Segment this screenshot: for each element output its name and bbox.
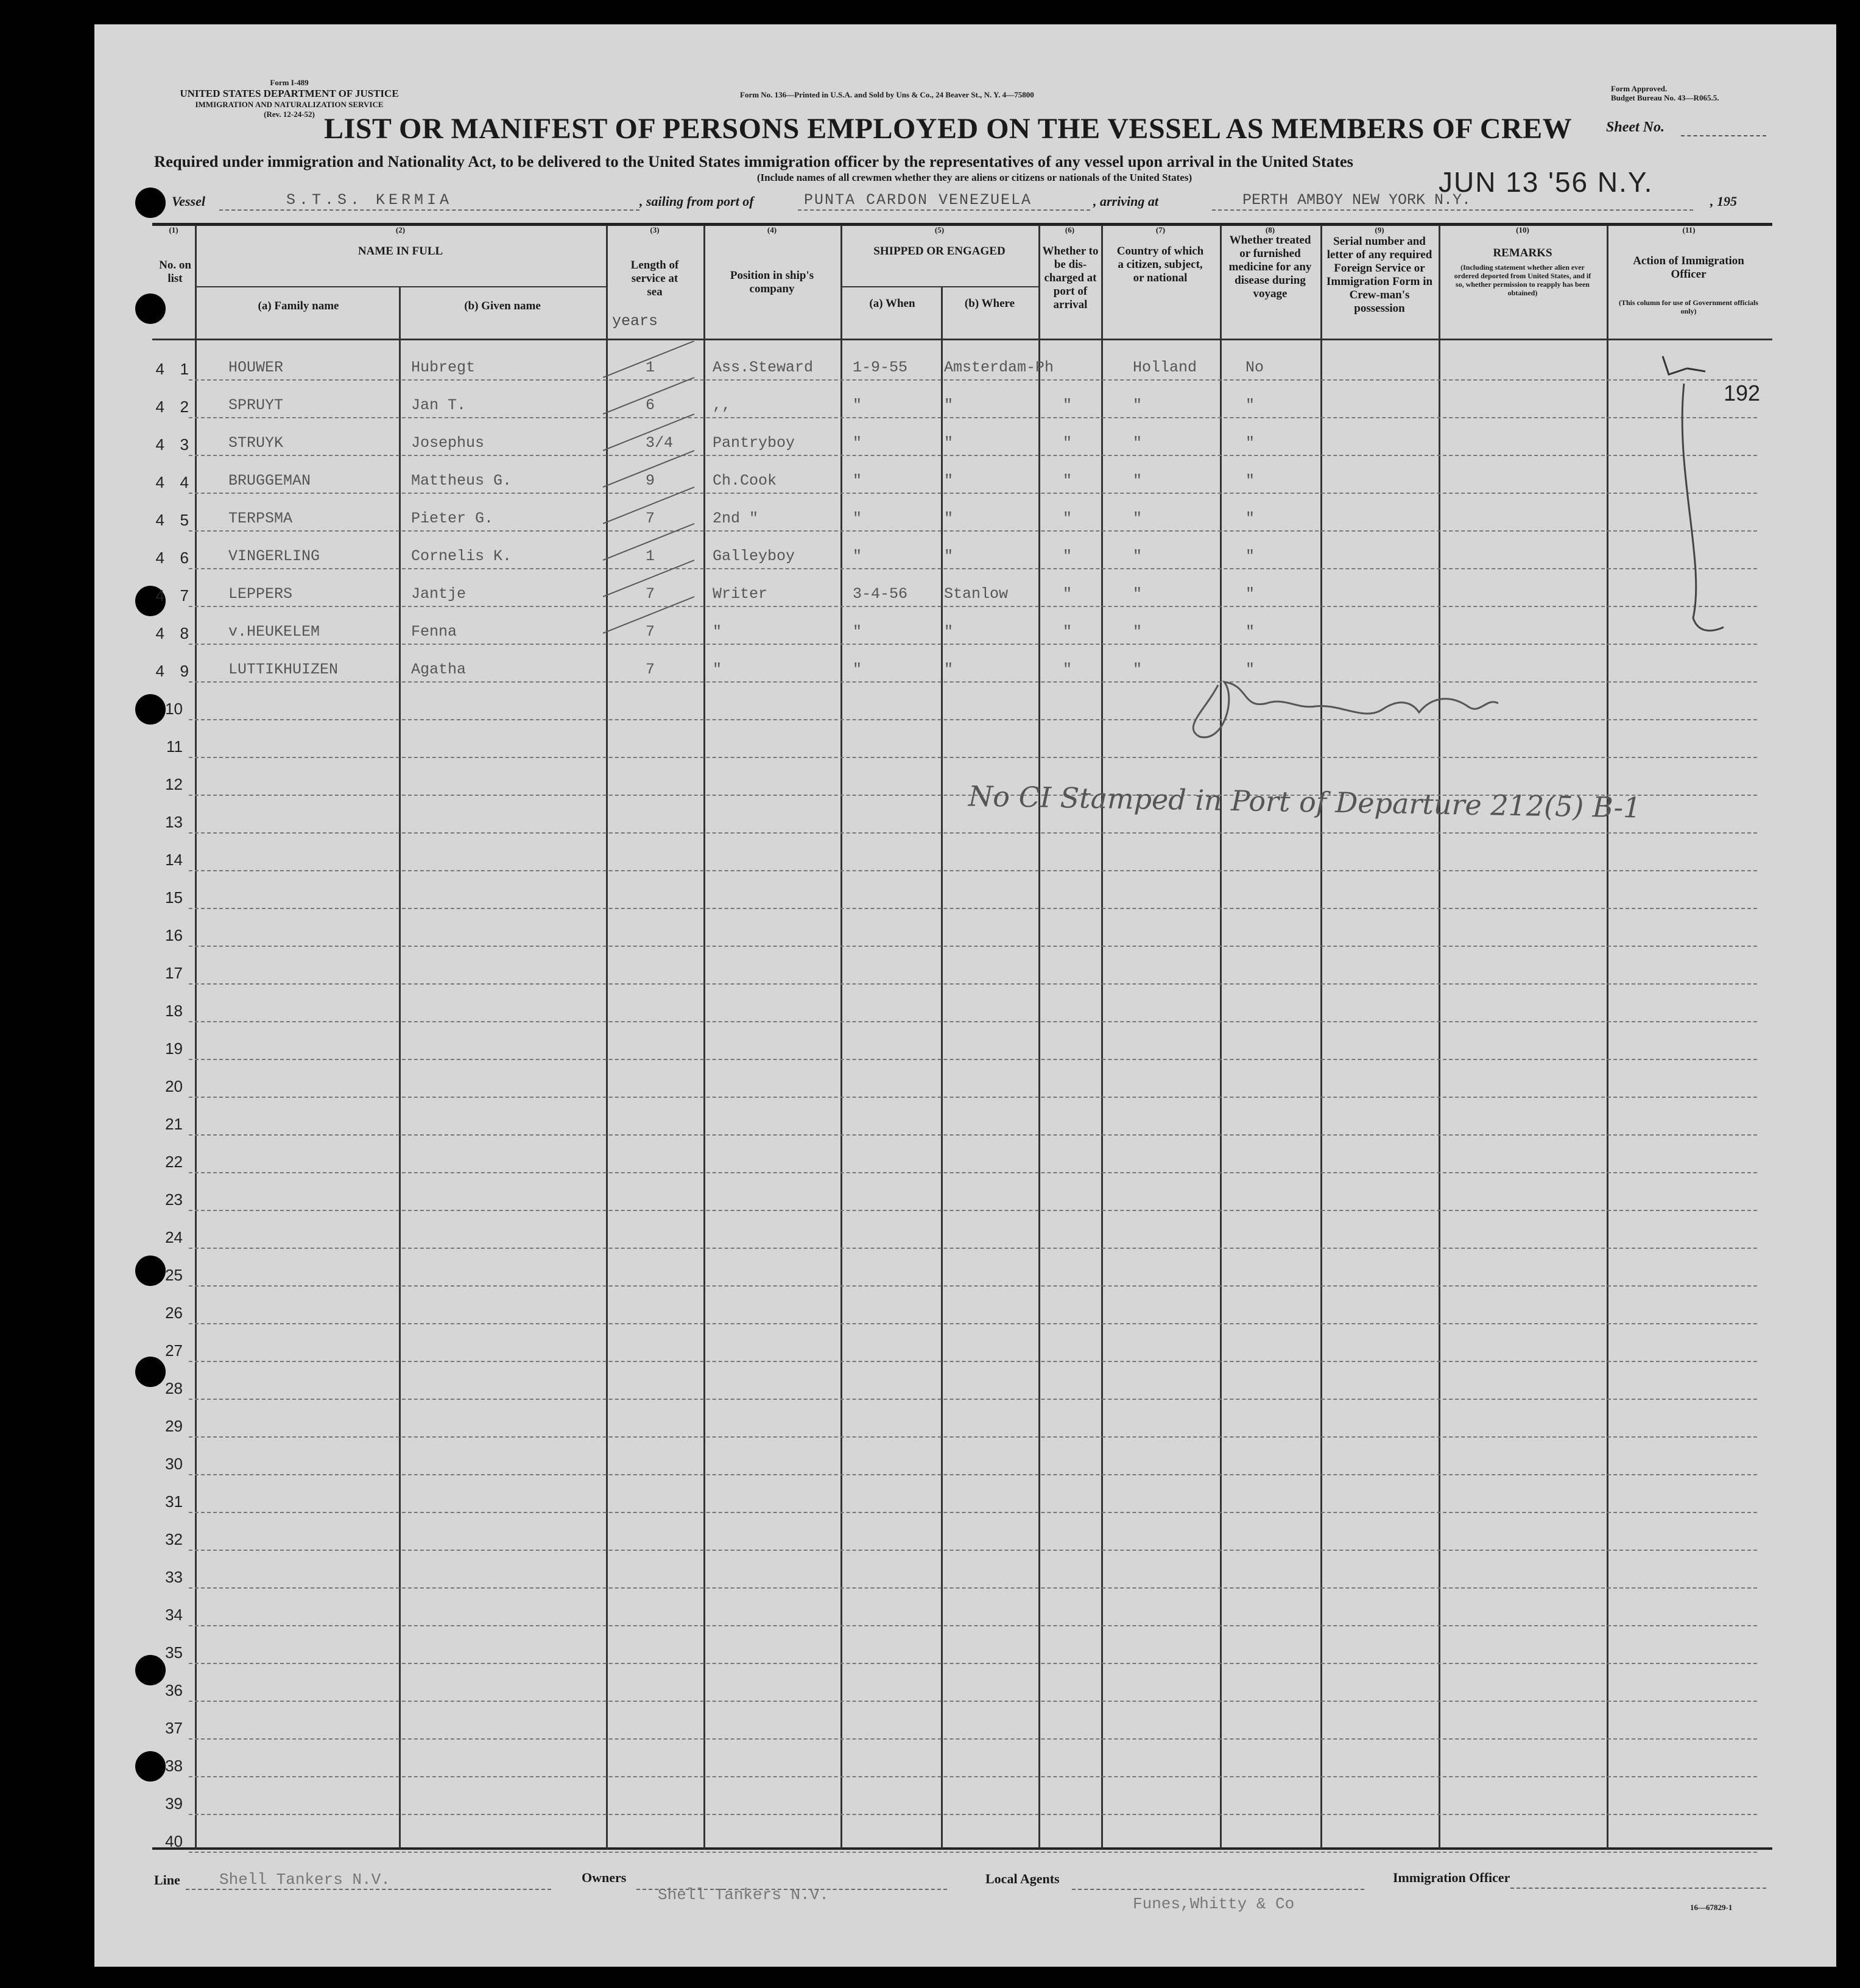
department-name: UNITED STATES DEPARTMENT OF JUSTICE	[180, 88, 399, 99]
cell-family: LEPPERS	[228, 585, 293, 603]
row-number: 13	[165, 813, 183, 831]
cell-when: "	[853, 661, 862, 678]
officer-label: Immigration Officer	[1393, 1870, 1510, 1885]
table-row-line	[189, 1172, 1757, 1173]
manifest-sheet	[94, 24, 1836, 1967]
row-number: 23	[165, 1190, 183, 1209]
col-header-country: Country of which a citizen, subject, or national	[1116, 245, 1204, 284]
cell-given: Jantje	[411, 585, 467, 603]
cell-where: "	[944, 510, 954, 527]
row-number: 31	[165, 1492, 183, 1511]
cell-family: BRUGGEMAN	[228, 472, 311, 490]
cell-family: VINGERLING	[228, 547, 320, 565]
form-code: 16—67829-1	[1690, 1903, 1733, 1912]
row-number: 16	[165, 926, 183, 944]
vessel-label: Vessel	[172, 194, 205, 209]
table-row-line	[189, 870, 1757, 871]
cell-country: "	[1133, 585, 1143, 603]
cell-medicine: "	[1245, 472, 1255, 490]
cell-given: Hubregt	[411, 359, 476, 376]
revision-label: (Rev. 12-24-52)	[264, 110, 315, 119]
cell-discharged: "	[1063, 510, 1073, 527]
agents-value: Funes,Whitty & Co	[1133, 1895, 1295, 1913]
table-row-line	[189, 832, 1757, 834]
table-row-line	[189, 1852, 1757, 1853]
cell-when: "	[853, 623, 862, 641]
cell-given: Mattheus G.	[411, 472, 512, 490]
col-header-serial: Serial number and letter of any required Foreign Service or Immigration Form in Crew-man's possession	[1326, 235, 1433, 315]
printer-label: Form No. 136—Printed in U.S.A. and Sold by Uns & Co., 24 Beaver St., N. Y. 4—75800	[740, 90, 1034, 99]
cell-medicine: No	[1245, 359, 1264, 376]
table-row-line	[189, 530, 1757, 532]
row-number: 8	[180, 624, 189, 642]
row-number: 1	[180, 360, 189, 378]
cell-years: 7	[646, 585, 655, 603]
table-row-line	[189, 455, 1757, 456]
table-row-line	[189, 1210, 1757, 1211]
row-number: 35	[165, 1643, 183, 1662]
cell-given: Pieter G.	[411, 510, 494, 527]
cell-position: Pantryboy	[713, 434, 795, 452]
row-number: 33	[165, 1568, 183, 1586]
cell-years: 7	[646, 661, 655, 678]
row-number: 11	[166, 737, 183, 756]
table-row-line	[189, 757, 1757, 758]
row-number: 9	[180, 662, 189, 680]
action-note: (This column for use of Government officials only)	[1618, 298, 1759, 315]
col-header-where: (b) Where	[964, 297, 1015, 310]
table-row-line	[189, 1701, 1757, 1702]
col-header-number: No. on list	[159, 259, 191, 285]
row-number: 27	[165, 1341, 183, 1360]
table-row-line	[189, 606, 1757, 607]
table-row-line	[189, 1776, 1757, 1777]
owners-label: Owners	[582, 1870, 627, 1885]
col-header-shipped: SHIPPED OR ENGAGED	[873, 245, 1006, 258]
cell-given: Agatha	[411, 661, 467, 678]
table-row-line	[189, 1474, 1757, 1475]
cell-country: "	[1133, 661, 1143, 678]
cell-years: 7	[646, 623, 655, 641]
cell-when: "	[853, 472, 862, 490]
table-row-line	[189, 417, 1757, 418]
row-number: 22	[165, 1153, 183, 1171]
cell-when: 1-9-55	[853, 359, 908, 376]
cell-years: 7	[646, 510, 655, 527]
row-number: 7	[180, 586, 189, 605]
cell-position: 2nd "	[713, 510, 759, 527]
row-number: 40	[165, 1832, 183, 1850]
cell-where: "	[944, 623, 954, 641]
table-row-line	[189, 983, 1757, 985]
col-header-given: (b) Given name	[464, 300, 541, 312]
row-prefix: 4	[155, 511, 164, 529]
row-number: 39	[165, 1794, 183, 1813]
row-number: 12	[165, 775, 183, 793]
line-label: Line	[154, 1872, 180, 1888]
cell-country: Holland	[1133, 359, 1197, 376]
cell-when: "	[853, 547, 862, 565]
cell-position: Ch.Cook	[713, 472, 777, 490]
years-unit: years	[612, 312, 658, 330]
table-row-line	[189, 568, 1757, 569]
col-header-when: (a) When	[869, 297, 915, 310]
punch-hole	[135, 188, 166, 218]
table-row-line	[189, 1021, 1757, 1022]
col-header-service: Length of service at sea	[630, 259, 679, 298]
agents-label: Local Agents	[985, 1871, 1060, 1886]
row-number: 25	[165, 1266, 183, 1284]
cell-position: ,,	[713, 396, 731, 414]
row-prefix: 4	[155, 435, 164, 454]
cell-given: Jan T.	[411, 396, 467, 414]
table-row-line	[189, 493, 1757, 494]
cell-where: "	[944, 547, 954, 565]
approval-label: Form Approved.	[1611, 84, 1668, 93]
col-header-family: (a) Family name	[258, 300, 339, 312]
cell-when: "	[853, 434, 862, 452]
cell-position: Ass.Steward	[713, 359, 814, 376]
col-header-action: Action of Immigration Officer	[1633, 255, 1744, 281]
cell-years: 1	[646, 359, 655, 376]
year-label: , 195	[1710, 194, 1737, 209]
row-number: 17	[165, 964, 183, 982]
table-row-line	[189, 1097, 1757, 1098]
row-number: 28	[165, 1379, 183, 1397]
cell-position: "	[713, 623, 722, 641]
table-row-line	[189, 379, 1757, 381]
cell-position: Galleyboy	[713, 547, 795, 565]
cell-family: TERPSMA	[228, 510, 293, 527]
table-row-line	[189, 1814, 1757, 1815]
sheet-label: Sheet No.	[1606, 119, 1664, 135]
table-row-line	[189, 1550, 1757, 1551]
cell-country: "	[1133, 623, 1143, 641]
cell-when: "	[853, 510, 862, 527]
table-row-line	[189, 1134, 1757, 1136]
cell-years: 1	[646, 547, 655, 565]
cell-given: Josephus	[411, 434, 485, 452]
row-number: 10	[165, 700, 183, 718]
row-number: 32	[165, 1530, 183, 1548]
owners-value: Shell Tankers N.V.	[658, 1886, 829, 1904]
cell-medicine: "	[1245, 547, 1255, 565]
sheet-count: 192	[1724, 381, 1761, 406]
cell-discharged: "	[1063, 472, 1073, 490]
cell-medicine: "	[1245, 510, 1255, 527]
table-row-line	[189, 644, 1757, 645]
table-row-line	[189, 1399, 1757, 1400]
row-number: 20	[165, 1077, 183, 1095]
service-name: IMMIGRATION AND NATURALIZATION SERVICE	[195, 100, 384, 109]
cell-discharged: "	[1063, 623, 1073, 641]
sailing-port: PUNTA CARDON VENEZUELA	[804, 191, 1032, 209]
table-row-line	[189, 946, 1757, 947]
cell-country: "	[1133, 510, 1143, 527]
cell-where: "	[944, 396, 954, 414]
cell-discharged: "	[1063, 547, 1073, 565]
sailing-label: , sailing from port of	[639, 194, 754, 209]
cell-medicine: "	[1245, 661, 1255, 678]
strike-marks	[603, 341, 725, 682]
row-prefix: 4	[155, 473, 164, 491]
cell-where: "	[944, 472, 954, 490]
line-value: Shell Tankers N.V.	[219, 1870, 390, 1889]
row-number: 4	[180, 473, 189, 491]
row-number: 37	[165, 1719, 183, 1737]
table-row-line	[189, 1059, 1757, 1060]
table-row-line	[189, 1436, 1757, 1438]
row-number: 19	[165, 1039, 183, 1058]
row-prefix: 4	[155, 586, 164, 605]
cell-family: HOUWER	[228, 359, 284, 376]
row-prefix: 4	[155, 360, 164, 378]
cell-discharged: "	[1063, 396, 1073, 414]
table-row-line	[189, 1587, 1757, 1589]
row-number: 38	[165, 1757, 183, 1775]
cell-country: "	[1133, 472, 1143, 490]
officer-signature	[1182, 661, 1547, 752]
row-number: 26	[165, 1304, 183, 1322]
row-number: 30	[165, 1455, 183, 1473]
row-number: 6	[180, 549, 189, 567]
cell-when: 3-4-56	[853, 585, 908, 603]
row-number: 24	[165, 1228, 183, 1246]
cell-position: "	[713, 661, 722, 678]
row-number: 21	[165, 1115, 183, 1133]
cell-medicine: "	[1245, 396, 1255, 414]
row-number: 15	[165, 888, 183, 907]
remarks-note: (Including statement whether alien ever ordered deported from United States, and if so, whether permission to reapply has been obtained)	[1454, 263, 1591, 297]
table-row-line	[189, 1285, 1757, 1287]
cell-position: Writer	[713, 585, 768, 603]
arriving-label: , arriving at	[1093, 194, 1158, 209]
col-header-discharged: Whether to be dis-charged at port of arrival	[1042, 245, 1099, 311]
cell-family: SPRUYT	[228, 396, 284, 414]
table-row-line	[189, 1625, 1757, 1626]
cell-medicine: "	[1245, 585, 1255, 603]
row-number: 29	[165, 1417, 183, 1435]
check-mark-bracket	[1632, 350, 1730, 655]
cell-country: "	[1133, 396, 1143, 414]
vessel-name: S.T.S. KERMIA	[286, 191, 453, 209]
table-row-line	[189, 1248, 1757, 1249]
row-number: 14	[165, 851, 183, 869]
row-number: 5	[180, 511, 189, 529]
cell-where: "	[944, 434, 954, 452]
budget-label: Budget Bureau No. 43—R065.5.	[1611, 93, 1719, 102]
cell-discharged: "	[1063, 661, 1073, 678]
row-prefix: 4	[155, 549, 164, 567]
date-stamp: JUN 13 '56 N.Y.	[1439, 166, 1654, 198]
cell-discharged: "	[1063, 585, 1073, 603]
cell-country: "	[1133, 547, 1143, 565]
table-row-line	[189, 1663, 1757, 1664]
table-row-line	[189, 1512, 1757, 1513]
cell-where: Stanlow	[944, 585, 1009, 603]
handwritten-remark: No CI Stamped in Port of Departure 212(5) B-1	[968, 779, 1641, 824]
row-number: 34	[165, 1606, 183, 1624]
form-subtitle: Required under immigration and Nationality Act, to be delivered to the United States immigration officer by the representatives of any vessel upon arrival in the United States	[154, 152, 1353, 170]
cell-medicine: "	[1245, 434, 1255, 452]
cell-years: 9	[646, 472, 655, 490]
cell-given: Cornelis K.	[411, 547, 512, 565]
cell-when: "	[853, 396, 862, 414]
table-row-line	[189, 908, 1757, 909]
col-header-medicine: Whether treated or furnished medicine for any disease during voyage	[1228, 234, 1312, 300]
row-number: 18	[165, 1002, 183, 1020]
row-number: 36	[165, 1681, 183, 1699]
cell-discharged: "	[1063, 434, 1073, 452]
cell-medicine: "	[1245, 623, 1255, 641]
cell-given: Fenna	[411, 623, 457, 641]
arriving-port: PERTH AMBOY NEW YORK N.Y.	[1242, 191, 1471, 209]
row-prefix: 4	[155, 398, 164, 416]
form-id: Form I-489	[270, 78, 309, 87]
cell-where: Amsterdam-Ph	[944, 359, 1054, 376]
row-number: 2	[180, 398, 189, 416]
cell-where: "	[944, 661, 954, 678]
row-prefix: 4	[155, 662, 164, 680]
cell-family: LUTTIKHUIZEN	[228, 661, 339, 678]
table-row-line	[189, 1361, 1757, 1362]
col-header-position: Position in ship's company	[730, 269, 814, 295]
form-note: (Include names of all crewmen whether they are aliens or citizens or nationals of the United States)	[756, 172, 1192, 183]
cell-family: v.HEUKELEM	[228, 623, 320, 641]
col-header-remarks: REMARKS	[1493, 247, 1552, 259]
punch-hole	[135, 293, 166, 324]
page-title: LIST OR MANIFEST OF PERSONS EMPLOYED ON THE VESSEL AS MEMBERS OF CREW	[324, 113, 1573, 145]
table-row-line	[189, 1323, 1757, 1324]
table-row-line	[189, 1738, 1757, 1740]
cell-years: 6	[646, 396, 655, 414]
row-prefix: 4	[155, 624, 164, 642]
cell-country: "	[1133, 434, 1143, 452]
row-number: 3	[180, 435, 189, 454]
cell-family: STRUYK	[228, 434, 284, 452]
col-header-name: NAME IN FULL	[358, 245, 443, 258]
cell-years: 3/4	[646, 434, 674, 452]
